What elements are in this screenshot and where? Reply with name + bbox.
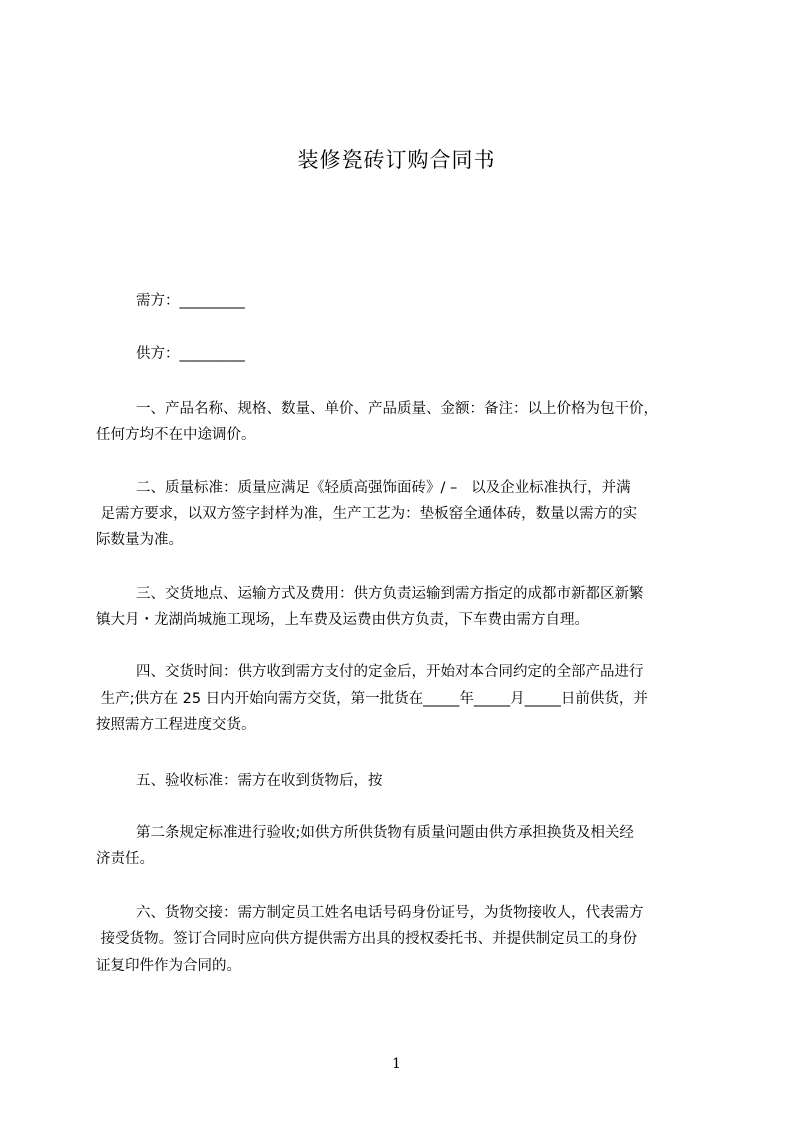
page-number: 1 — [392, 1056, 401, 1072]
clause-6-line-1: 六、货物交接：需方制定员工姓名电话号码身份证号，为货物接收人，代表需方 — [136, 905, 644, 921]
clause-4-line-3: 按照需方工程进度交货。 — [96, 717, 256, 733]
clause-6-line-3: 证复印件作为合同的。 — [96, 958, 241, 974]
clause-2-line-2: 足需方要求，以双方签字封样为准，生产工艺为：垫板窑全通体砖，数量以需方的实 — [96, 506, 638, 522]
supplier-line: 供方：_________ — [136, 346, 245, 362]
clause-3-line-2: 镇大月・龙湖尚城施工现场，上车费及运费由供方负责，下车费由需方自理。 — [96, 612, 589, 628]
clause-5-cont-line-2: 济责任。 — [96, 851, 154, 867]
clause-1-line-2: 任何方均不在中途调价。 — [96, 427, 256, 443]
clause-6-line-2: 接受货物。签订合同时应向供方提供需方出具的授权委托书、并提供制定员工的身份 — [96, 931, 638, 947]
clause-4-line-1: 四、交货时间：供方收到需方支付的定金后，开始对本合同约定的全部产品进行 — [136, 664, 644, 680]
clause-4-line-2: 生产;供方在 25 日内开始向需方交货，第一批货在_____年_____月_____日前供货，并 — [96, 691, 648, 707]
clause-2-line-3: 际数量为准。 — [96, 532, 183, 548]
buyer-line: 需方：_________ — [136, 293, 245, 309]
clause-5-line-1: 五、验收标准：需方在收到货物后，按 — [136, 773, 383, 789]
clause-3-line-1: 三、交货地点、运输方式及费用：供方负责运输到需方指定的成都市新都区新繁 — [136, 586, 644, 602]
clause-5-cont-line-1: 第二条规定标准进行验收;如供方所供货物有质量问题由供方承担换货及相关经 — [136, 825, 634, 841]
clause-1-line-1: 一、产品名称、规格、数量、单价、产品质量、金额：备注：以上价格为包干价， — [136, 401, 658, 417]
document-title: 装修瓷砖订购合同书 — [297, 148, 496, 172]
clause-2-line-1: 二、质量标准：质量应满足《轻质高强饰面砖》/ – 以及企业标准执行，并满 — [136, 480, 631, 496]
